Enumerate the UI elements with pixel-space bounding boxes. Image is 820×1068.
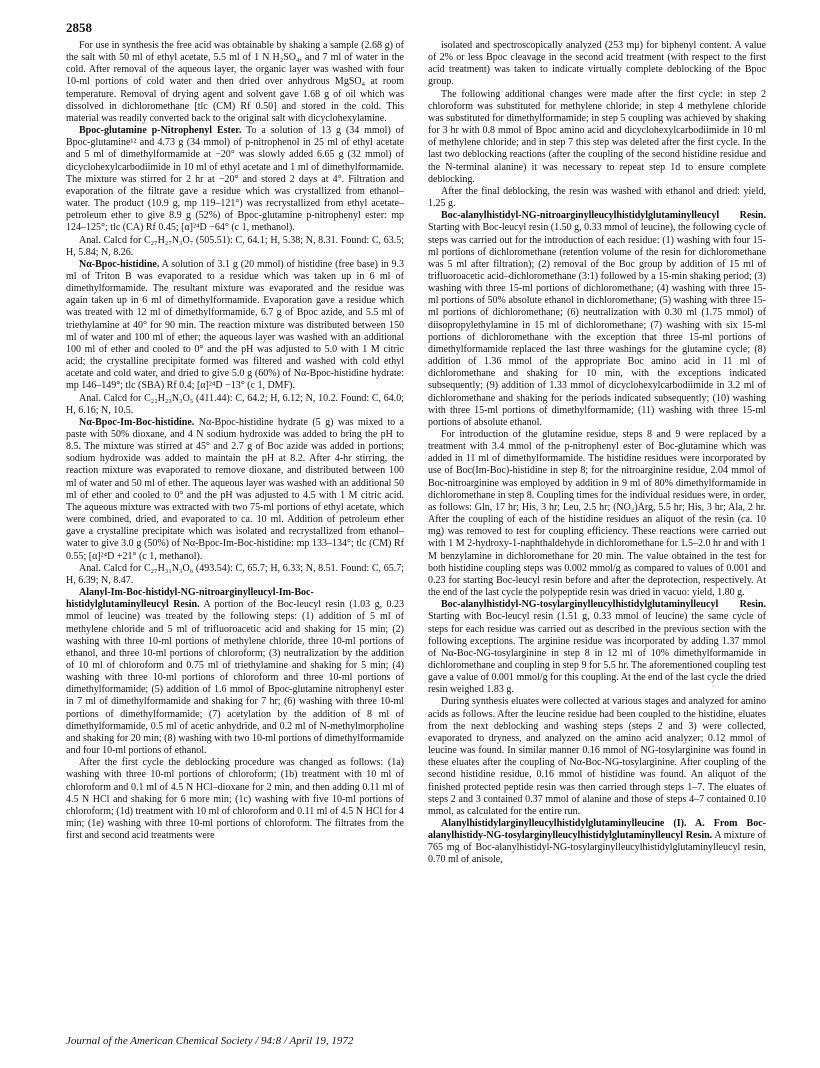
- paragraph-text: Starting with Boc-leucyl resin (1.51 g, 0.33 mmol of leucine) the same cycle of steps for each residue was carried out as described in the previous section with the following exceptions. The arginine residue was incorporated by adding 1.37 mmol of Nα-Boc-NG-tosylarginine in step 8 in 12 ml of 10% dimethylformamide in dichloromethane and coupling in step 9 for 5.5 hr. The aforementioned coupling test gave a value of 0.001 mmol/g for this coupling. At the end of the last cycle the dried resin weighed 1.83 g.: [428, 611, 766, 696]
- paragraph: [428, 186, 766, 210]
- paragraph-text: To a solution of 13 g (34 mmol) of Bpoc-glutamine¹² and 4.73 g (34 mmol) of p-nitrophenol in 25 ml of ethyl acetate and 5 ml of dimethylformamide at −20° was slowly added 6.65 g (32 mmol) of dicyclohexylcarbodiimide in 10 ml of ethyl acetate and 1 ml of dimethylformamide. The mixture was stirred for 2 hr at −20° and stored 2 days at 4°. Filtration and evaporation of the filtrate gave a residue which was crystallized from ethanol–water. The product (10.9 g, mp 119–121°) was recrystallized from ethyl acetate–petroleum ether to give 8.9 g (52%) of Bpoc-glutamine p-nitrophenyl ester: mp 124–125°; tlc (CA) Rf 0.45; [α]²⁴D −64° (c 1, methanol).: [66, 125, 405, 234]
- paragraph: [66, 259, 404, 393]
- paragraph-text: A portion of the Boc-leucyl resin (1.03 g, 0.23 mmol of leucine) was treated by the following steps: (1) addition of 5 ml of methylene chloride and 5 ml of trifluoroacetic acid and shaking for 15 min; (2) washing with three 10-ml portions of methylene chloride, three 10-ml portions of ethanol, and three 10-ml portions of chloroform; (3) neutralization by the addition of 10 ml of chloroform and 0.75 ml of triethylamine and shaking for 5 min; (4) washing with three 10-ml portions of chloroform and three 10-ml portions of dimethylformamide; (5) addition of 1.6 mmol of Bpoc-glutamine nitrophenyl ester in 7 ml of dimethylformamide and shaking for 7 hr; (6) washing with three 10-ml portions of dimethylformamide; (7) acetylation by the addition of 8 ml of dimethylformamide, 0.5 ml of acetic anhydride, and 0.2 ml of N-methylmorpholine and shaking for 20 min; (8) washing with two 10-ml portions of dimethylformamide and four 10-ml portions of ethanol.: [66, 599, 405, 757]
- paragraph-text: Anal. Calcd for C₂₂H₂₃N₃O₅ (411.44): C, 64.2; H, 6.12; N, 10.2. Found: C, 64.0; H, 6.16; N, 10.5.: [66, 392, 404, 416]
- paragraph-text: The following additional changes were made after the first cycle: in step 2 chloroform was substituted for methylene chloride; in step 4 methylene chloride was substituted for dimethylformamide; in step 5 coupling was achieved by shaking for 3 hr with 0.8 mmol of Bpoc amino acid and dicyclohexylcarbodiimide in 10 ml of methylene chloride; and in step 7 this step was deleted after the first cycle. In the last two deblocking reactions (after the coupling of the second histidine residue and the N-terminal alanine) it was necessary to repeat step 1d to ensure complete deblocking.: [428, 88, 766, 185]
- section-heading: Boc-alanylhistidyl-NG-tosylarginylleucylhistidylglutaminylleucyl Resin.: [441, 599, 766, 611]
- section-heading: Bpoc-glutamine p-Nitrophenyl Ester.: [79, 125, 242, 137]
- section-heading: Alanyl-Im-Boc-histidyl-NG-nitroarginylleucyl-Im-Boc-histidylglutaminylleucyl Resin.: [66, 587, 314, 611]
- paragraph-text: After the first cycle the deblocking procedure was changed as follows: (1a) washing with three 10-ml portions of chloroform; (1b) treatment with 10 ml of chloroform and 0.1 ml of 4.5 N HCl–dioxane for 2 min, and then adding 0.11 ml of 4.5 N HCl and shaking for 6 more min; (1c) washing with five 10-ml portions of chloroform; (1d) treatment with 10 ml of chloroform and 0.11 ml of 4.5 N HCl for 4 min; (1e) washing with three 10-ml portions of chloroform. The filtrates from the first and second acid treatments were: [66, 757, 404, 842]
- paragraph-text: isolated and spectroscopically analyzed (253 mμ) for biphenyl content. A value of 2% or less Bpoc cleavage in the second acid treatment (with respect to the first acid treatment) was taken to indicate virtually complete deblocking of the Bpoc group.: [428, 40, 766, 88]
- paragraph: [66, 587, 404, 757]
- paragraph: [428, 210, 766, 429]
- paragraph: [66, 393, 404, 417]
- paragraph: [428, 40, 766, 89]
- paragraph-text: Anal. Calcd for C₂₇H₂₇N₃O₇ (505.51): C, 64.1; H, 5.38; N, 8.31. Found: C, 63.5; H, 5.84; N, 8.26.: [66, 234, 404, 258]
- paragraph: [66, 125, 404, 234]
- paragraph: [66, 235, 404, 259]
- paragraph: [428, 599, 766, 696]
- right-column: [428, 40, 766, 1020]
- journal-footer: Journal of the American Chemical Society / 94:8 / April 19, 1972: [66, 1035, 354, 1047]
- section-heading: Boc-alanylhistidyl-NG-nitroarginylleucylhistidylglutaminylleucyl Resin.: [441, 210, 766, 222]
- paragraph-text: During synthesis eluates were collected at various stages and analyzed for amino acids as follows. After the leucine residue had been coupled to the histidine, eluates from the next deblocking and washing steps (steps 2 and 3) were collected, evaporated to dryness, and analyzed on the amino acid analyzer; 0.12 mmol of leucine was found. In similar manner 0.16 mmol of NG-tosylarginine was found in these eluates after the coupling of Nα-Boc-NG-tosylarginine. After coupling of the second histidine residue, 0.16 mmol of histidine was found. An aliquot of the finished protected peptide resin was then carried through steps 1–7. The eluates of steps 2 and 3 contained 0.37 mmol of alanine and those of steps 4–7 contained 0.10 mmol, as calculated for the entire run.: [428, 696, 766, 817]
- paragraph-text: Anal. Calcd for C₂₇H₃₁N₃O₆ (493.54): C, 65.7; H, 6.33; N, 8.51. Found: C, 65.7; H, 6.39; N, 8.47.: [66, 562, 404, 586]
- paragraph: [66, 563, 404, 587]
- paragraph-text: Nα-Bpoc-histidine hydrate (5 g) was mixed to a paste with 50% dioxane, and 4 N sodium hydroxide was added to bring the pH to 8.5. The mixture was stirred at 45° and 2.7 g of Boc azide was added in portions; sodium hydroxide was added to maintain the pH at 8.2. After 4-hr stirring, the reaction mixture was evaporated to remove dioxane, and distributed between 100 ml of water and 50 ml of ether. The aqueous layer was washed with an additional 50 ml of ether and cooled to 0° and the pH was adjusted to 4.5 with 1 M citric acid. The aqueous mixture was extracted with two 75-ml portions of ethyl acetate, which were combined, dried, and evaporated to ca. 10 ml. Addition of petroleum ether gave a crystalline precipitate which was isolated and recrystallized from ethanol–water to give 3.0 g (50%) of Nα-Bpoc-Im-Boc-histidine: mp 133–134°; tlc (CM) Rf 0.55; [α]²⁴D +21° (c 1, methanol).: [66, 416, 404, 562]
- paragraph: [66, 40, 404, 125]
- paragraph: [66, 757, 404, 842]
- paragraph-text: After the final deblocking, the resin was washed with ethanol and dried: yield, 1.25 g.: [428, 185, 766, 210]
- section-heading: Alanylhistidylarginylleucylhistidylglutaminylleucine (I). A. From Boc-alanylhistidy-NG-tosylarginylleucylhistidylglutaminylleucyl Resin.: [428, 818, 766, 842]
- paragraph-text: For introduction of the glutamine residue, steps 8 and 9 were replaced by a treatment with 3.4 mmol of the p-nitrophenyl ester of Boc-glutamine which was added in 11 ml of dimethylformamide. The histidine residues were incorporated by use of Boc(Im-Boc)-histidine in step 8; for the nitroarginine residue, 2.04 mmol of Boc-nitroarginine was employed by addition in 9 ml of 80% dimethylformamide in dichloromethane in step 8. Coupling times for the individual residues were, in order, as follows: Gln, 17 hr; His, 3 hr; Leu, 2.5 hr; (NO₂)Arg, 5.5 hr; His, 3 hr; Ala, 2 hr. After the coupling of each of the histidine residues an aliquot of the resin (ca. 10 mg) was removed to test for coupling efficiency. These reactions were carried out with 1 M 2-hydroxy-1-naphthaldehyde in dichloromethane for 1.5–2.0 hr and with 1 M benzylamine in dichloromethane for 20 min. The value obtained in the test for both histidine coupling steps was 0.002 mmol/g as compared to values of 0.001 and 0.23 for starting Boc-leucyl resin before and after the deprotection, respectively. At the end of the last cycle the polypeptide resin was dried in vacuo: yield, 1.80 g.: [428, 429, 766, 599]
- paragraph-text: A solution of 3.1 g (20 mmol) of histidine (free base) in 9.3 ml of Triton B was evaporated to a residue which was taken up in 6 ml of dimethylformamide. The resultant mixture was evaporated and the residue was again taken up in 6 ml of dimethylformamide. Evaporation gave a residue which was treated with 12 ml of dimethylformamide, 6.7 g of Bpoc azide, and 5.5 ml of triethylamine at 40° for 90 min. The reaction mixture was distributed between 150 ml of water and 100 ml of ether; the aqueous layer was washed with an additional 100 ml of ether and cooled to 0° and the pH was adjusted to 5.0 with 1 M citric acid; the crystalline precipitate formed was filtered and washed with cold ethyl acetate and cold water, and dried to give 5.0 g (60%) of Nα-Bpoc-histidine hydrate: mp 146–149°; tlc (SBA) Rf 0.4; [α]²⁴D −13° (c 1, DMF).: [66, 258, 404, 392]
- two-column-body: [66, 40, 766, 1020]
- paragraph-text: A mixture of 765 mg of Boc-alanylhistidyl-NG-tosylarginylleucylhistidylglutaminylleucyl resin, 0.70 ml of anisole,: [428, 830, 766, 866]
- paragraph: [428, 89, 766, 186]
- paragraph: [428, 818, 766, 867]
- paragraph-text: For use in synthesis the free acid was obtainable by shaking a sample (2.68 g) of the salt with 50 ml of ethyl acetate, 5.5 ml of 1 N H₂SO₄, and 7 ml of water in the cold. After removal of the aqueous layer, the organic layer was washed with four 10-ml portions of cold water and then dried over anhydrous MgSO₄ at room temperature. Removal of drying agent and solvent gave 1.68 g of oil which was dissolved in dichloromethane [tlc (CM) Rf 0.50] and stored in the cold. This material was readily converted back to the original salt with dicyclohexylamine.: [66, 40, 404, 124]
- paragraph-text: Starting with Boc-leucyl resin (1.50 g, 0.33 mmol of leucine), the following cycle of steps was carried out for the introduction of each residue: (1) washing with four 15-ml portions of dichloromethane (retention volume of the resin for dichloromethane was 5 ml after filtration); (2) removal of the Boc group by addition of 15 ml of trifluoroacetic acid–dichloromethane (3:1) followed by a 15-min shaking period; (3) washing with three 15-ml portions of dichloromethane; (4) washing with three 15-ml portions of 50% absolute ethanol in dichloromethane; (5) washing with three 15-ml portions of dichloromethane; (6) neutralization with 0.30 ml (1.75 mmol) of diisopropylethylamine in 15 ml of dichloromethane; (7) washing with six 15-ml portions of dichloromethane with the exception that three 15-ml portions of dimethylformamide replaced the last three washings for the glutamine cycle; (8) addition of 1.36 mmol of the appropriate Boc amino acid in 11 ml of dichloromethane and shaking for 10 min, with the exceptions indicated subsequently; (9) addition of 1.33 mmol of dicyclohexylcarbodiimide in 3.2 ml of dichloromethane and shaking for the periods indicated subsequently; (10) washing with three 15-ml portions of dimethylformamide; (11) washing with three 15-ml portions of absolute ethanol.: [428, 222, 766, 428]
- section-heading: Nα-Bpoc-histidine.: [79, 258, 160, 270]
- section-heading: Nα-Bpoc-Im-Boc-histidine.: [79, 416, 195, 428]
- page-number: 2858: [66, 20, 92, 35]
- paragraph: [428, 696, 766, 818]
- paragraph: [66, 417, 404, 563]
- left-column: [66, 40, 404, 1020]
- paragraph: [428, 429, 766, 599]
